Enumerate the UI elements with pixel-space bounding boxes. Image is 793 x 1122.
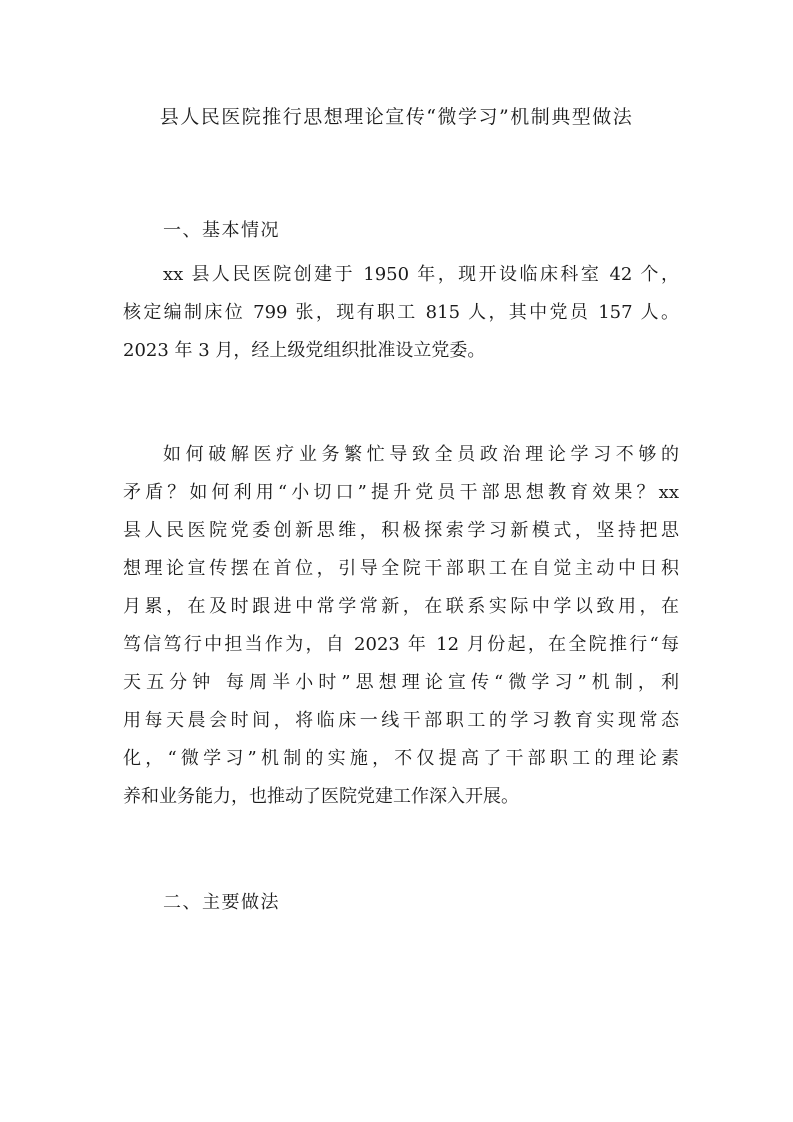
paragraph-line: xx 县人民医院创建于 1950 年，现开设临床科室 42 个， bbox=[163, 264, 679, 285]
paragraph-line: 用每天晨会时间，将临床一线干部职工的学习教育实现常态 bbox=[123, 710, 679, 731]
paragraph-basic-info bbox=[123, 256, 679, 370]
paragraph-line: 天五分钟 每周半小时”思想理论宣传“微学习”机制，利 bbox=[123, 672, 679, 693]
paragraph-line: 如何破解医疗业务繁忙导致全员政治理论学习不够的 bbox=[163, 444, 679, 465]
paragraph-line: 笃信笃行中担当作为，自 2023 年 12 月份起，在全院推行“每 bbox=[123, 634, 679, 655]
paragraph-line: 月累，在及时跟进中常学常新，在联系实际中学以致用，在 bbox=[123, 596, 679, 617]
section-heading-main-practices: 二、主要做法 bbox=[163, 892, 280, 913]
document-title: 县人民医院推行思想理论宣传“微学习”机制典型做法 bbox=[159, 106, 634, 128]
paragraph-line: 核定编制床位 799 张，现有职工 815 人，其中党员 157 人。 bbox=[123, 302, 679, 323]
paragraph-micro-learning bbox=[123, 436, 679, 816]
section-heading-basic-situation: 一、基本情况 bbox=[163, 220, 280, 241]
paragraph-line: 想理论宣传摆在首位，引导全院干部职工在自觉主动中日积 bbox=[123, 558, 679, 579]
paragraph-line: 养和业务能力，也推动了医院党建工作深入开展。 bbox=[123, 786, 519, 807]
paragraph-line: 化，“微学习”机制的实施，不仅提高了干部职工的理论素 bbox=[123, 748, 679, 769]
paragraph-line: 县人民医院党委创新思维，积极探索学习新模式，坚持把思 bbox=[123, 520, 679, 541]
paragraph-line: 2023 年 3 月，经上级党组织批准设立党委。 bbox=[123, 340, 486, 361]
paragraph-line: 矛盾？如何利用“小切口”提升党员干部思想教育效果？xx bbox=[123, 482, 679, 503]
